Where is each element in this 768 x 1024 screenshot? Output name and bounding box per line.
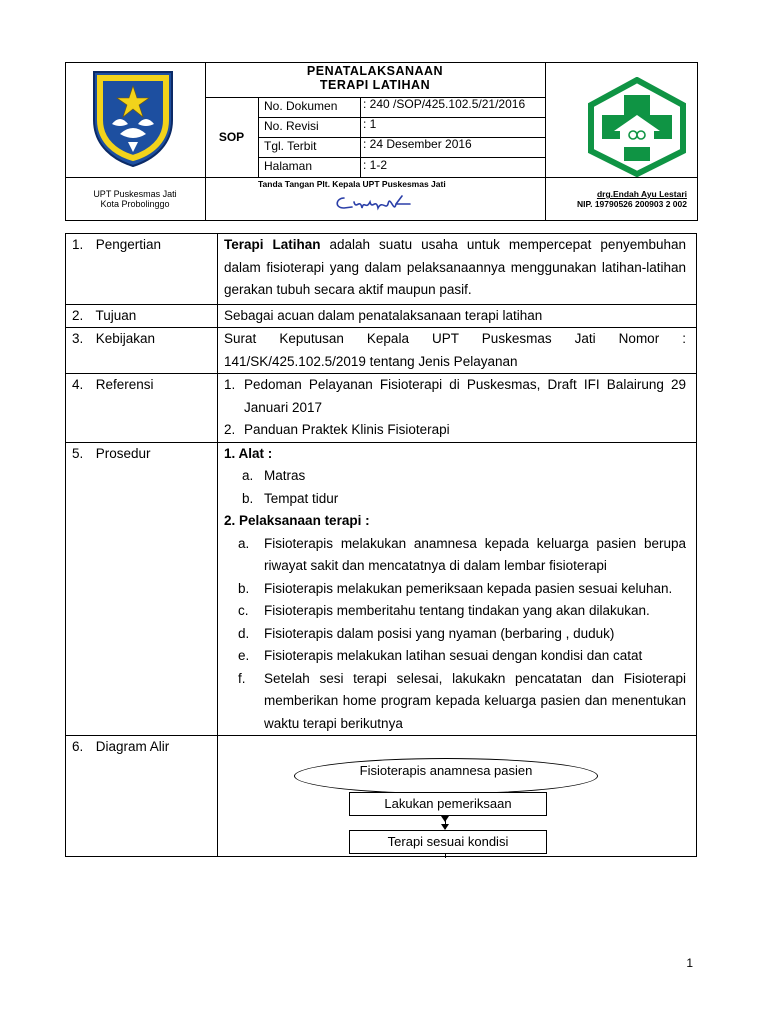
health-logo-icon bbox=[582, 77, 692, 177]
page-number: 1 bbox=[686, 956, 693, 970]
section-label: 3. Kebijakan bbox=[66, 328, 218, 374]
signature-caption: Tanda Tangan Plt. Kepala UPT Puskesmas Jati bbox=[258, 179, 446, 189]
flow-ellipse: Fisioterapis anamnesa pasien bbox=[294, 758, 598, 794]
header-row-value: : 1 bbox=[363, 117, 377, 131]
table-row bbox=[66, 442, 697, 736]
header-row-value: : 1-2 bbox=[363, 158, 388, 172]
document-title: PENATALAKSANAAN TERAPI LATIHAN bbox=[306, 64, 444, 92]
flow-arrow bbox=[445, 854, 446, 858]
table-row bbox=[66, 304, 697, 328]
list-item: a. Fisioterapis melakukan anamnesa kepada keluarga pasien berupa riwayat sakit dan mencatatnya di dalam lembar fisioterapi bbox=[238, 535, 686, 573]
section-label: 1. Pengertian bbox=[66, 234, 218, 305]
section-content bbox=[218, 442, 697, 736]
subsection-title: 1. Alat : bbox=[224, 445, 273, 461]
flow-box: Lakukan pemeriksaan bbox=[349, 792, 547, 816]
list-item: d. Fisioterapis dalam posisi yang nyaman (berbaring , duduk) bbox=[238, 625, 615, 641]
flow-box: Terapi sesuai kondisi bbox=[349, 830, 547, 854]
list-item: a. Matras bbox=[242, 468, 306, 483]
list-item: b. Fisioterapis melakukan pemeriksaan kepada pasien sesuai keluhan. bbox=[238, 580, 673, 596]
signer-nip: NIP. 19790526 200903 2 002 bbox=[577, 199, 687, 209]
header-row-value: : 24 Desember 2016 bbox=[363, 137, 472, 151]
table-row bbox=[66, 234, 697, 305]
section-content: Surat Keputusan Kepala UPT Puskesmas Jati Nomor : 141/SK/425.102.5/2019 tentang Jenis Pelayanan bbox=[218, 328, 697, 374]
section-label: 4. Referensi bbox=[66, 374, 218, 443]
signer-block bbox=[545, 189, 687, 209]
municipal-crest-icon bbox=[90, 68, 176, 168]
section-content bbox=[218, 374, 697, 443]
sop-label: SOP bbox=[218, 130, 245, 144]
table-row bbox=[66, 328, 697, 374]
table-row bbox=[66, 736, 697, 857]
signer-name: drg.Endah Ayu Lestari bbox=[596, 189, 687, 199]
header-divider bbox=[258, 117, 545, 118]
list-item: 1. Pedoman Pelayanan Fisioterapi di Puskesmas, Draft IFI Balairung 29 Januari 2017 bbox=[224, 377, 686, 415]
header-row-label: Tgl. Terbit bbox=[264, 139, 317, 153]
list-item: 2. Panduan Praktek Klinis Fisioterapi bbox=[224, 422, 450, 437]
flow-diagram bbox=[218, 736, 697, 857]
header-row-label: Halaman bbox=[264, 159, 313, 173]
header-row-label: No. Dokumen bbox=[264, 99, 338, 113]
header-divider bbox=[65, 177, 698, 178]
table-row bbox=[66, 374, 697, 443]
signature-icon bbox=[330, 190, 420, 216]
subsection-title: 2. Pelaksanaan terapi : bbox=[224, 513, 370, 528]
list-item: e. Fisioterapis melakukan latihan sesuai dengan kondisi dan catat bbox=[238, 648, 643, 663]
list-item: f. Setelah sesi terapi selesai, lakukakn pencatatan dan Fisioterapi memberikan home program kepada keluarga pasien dan menentukan waktu terapi berikutnya bbox=[238, 670, 686, 731]
section-content: Sebagai acuan dalam penatalaksanaan terapi latihan bbox=[218, 304, 697, 328]
section-label: 5. Prosedur bbox=[66, 442, 218, 736]
header-divider bbox=[258, 157, 545, 158]
section-content: Terapi Latihan adalah suatu usaha untuk mempercepat penyembuhan dalam fisioterapi yang dalam pelaksanaannya menggunakan latihan-latihan gerakan tubuh secara aktif maupun pasif. bbox=[218, 234, 697, 305]
header-row-label: No. Revisi bbox=[264, 119, 319, 133]
list-item: b. Tempat tidur bbox=[242, 490, 339, 506]
section-label: 6. Diagram Alir bbox=[66, 736, 218, 857]
sop-content-table bbox=[65, 233, 697, 857]
org-name: UPT Puskesmas Jati Kota Probolinggo bbox=[93, 189, 177, 209]
section-label: 2. Tujuan bbox=[66, 304, 218, 328]
list-item: c. Fisioterapis memberitahu tentang tindakan yang akan dilakukan. bbox=[238, 603, 650, 618]
header-row-value: : 240 /SOP/425.102.5/21/2016 bbox=[363, 97, 526, 111]
